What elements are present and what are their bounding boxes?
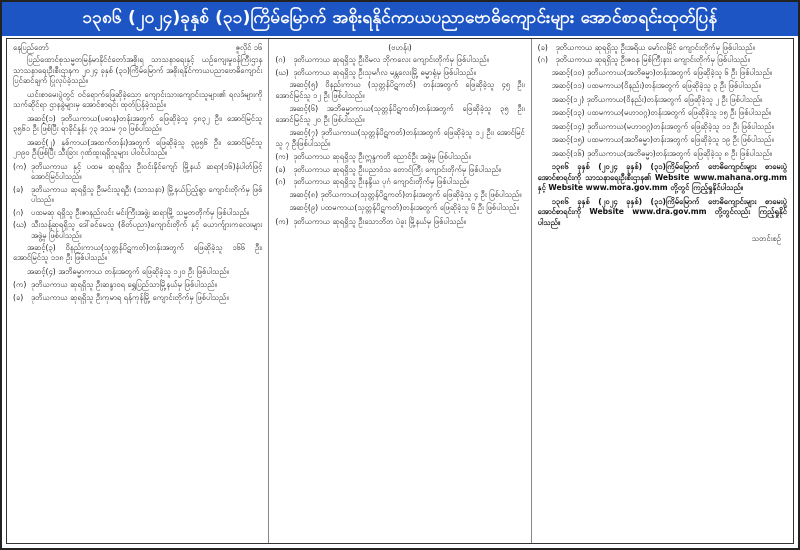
list-text: ပထမဆု ရရှိသူ ဦးဇာနည်လင်း မင်းကြီးအဖွဲ့၊ ဆရာမြို့ သမ္မတတိုက်မှ ဖြစ်ပါသည်။ [31, 207, 250, 217]
paragraph: အဆင့်(၁၂) ဒုတိယကာယ(ဝိနည်း)တန်းအတွက် ဖြေဆိုခဲ့သူ ၂ ဦး ဖြစ်ပါသည်။ [551, 94, 763, 104]
website-notice: ၁၃၈၆ ခုနှစ် (၂၀၂၄ ခုနှစ်) (၃၁)ကြိမ်မြောက် ဗောဓိကျောင်းများ စာမေးပွဲ အောင်စာရင်းကို Website www.dra.gov.mm တို့တွင်လည်း ကြည့်ရှုနိုင်ပါသည်။ [537, 196, 787, 227]
list-text: ဒုတိယကာယ ဆုရရှိသူ ဦးပညာဝံသ တောင်ကြီး ကျောင်းတိုက်မှ ဖြစ်ပါသည်။ [293, 164, 502, 174]
paragraph: အဆင့်(၁၄) ဒုတိယကာယ(မဟာဝဂ္ဂ)တန်းအတွက် ဖြေဆိုခဲ့သူ ၁၁ ဦး ဖြစ်ပါသည်။ [551, 121, 774, 131]
website-notice: ၁၃၈၆ ခုနှစ် (၂၀၂၄ ခုနှစ်) (၃၁)ကြိမ်မြောက် ဗောဓိကျောင်းများ စာမေးပွဲ အောင်စာရင်းကို သာသနာရေးဦးစီးဌာန၏ Website www.mahana.org.mm နှင့် Website www.mora.gov.mm တို့တွင် ကြည့်ရှုနိုင်ပါသည်။ [537, 162, 787, 193]
list-item [275, 55, 524, 65]
list-item [13, 185, 262, 206]
list-number: (ဂ) [275, 55, 286, 65]
list-item [275, 152, 524, 162]
paragraph: အဆင့်(၁၅) ပထမကာယ(အဘိဓမ္မာ)တန်းအတွက် ဖြေဆိုခဲ့သူ ၁၉ ဦး ဖြစ်ပါသည်။ [551, 135, 774, 145]
list-text: ဒုတိယကာယ ဆုရရှိသူ ဦးဝိမလ ဘိုကလေး ကျောင်းတိုက်မှ ဖြစ်ပါသည်။ [293, 55, 489, 65]
paragraph: အဆင့်(၄) အဘိဓမ္မာကာယ တန်းအတွက် ဖြေဆိုခဲ့သူ ၁၂၀ ဦး ဖြစ်ပါသည်။ [27, 266, 229, 276]
list-number: (ဃ) [13, 220, 27, 230]
list-number: (က) [275, 152, 289, 162]
list-text: ဒုတိယကာယ ဆုရရှိသူ ဦးဆန္ဒာဝရ ရွှေပြည်သာမြို့နယ်မှ ဖြစ်ပါသည်။ [31, 280, 217, 290]
column-3 [531, 39, 793, 543]
list-text: ဒုတိယကာယ ဆုရရှိသူ ဦးသုမင်္ဂလ မန္တလေးမြို့ ဓမ္မာရုံမှ ဖြစ်ပါသည်။ [293, 67, 476, 77]
list-item [538, 43, 787, 53]
list-number: (ခ) [13, 292, 24, 302]
list-item [275, 68, 524, 78]
list-number: (က) [13, 280, 27, 290]
paragraph: အဆင့်(၃) ဝိနည်းကာယ(သုတ္တန်ပိဋကတ်)တန်းအတွက် ဖြေဆိုခဲ့သူ ၁၆၆ ဦး၊ အောင်မြင်သူ ၁၁၈ ဦး ဖြစ်ပါသည်။ [13, 242, 263, 263]
list-item [275, 217, 524, 227]
list-item [275, 165, 524, 175]
dateline-date: ဇူလိုင် ၁၆ [235, 43, 263, 52]
headline-title: ၁၃၈၆ (၂၀၂၄)ခုနှစ် (၃၁)ကြိမ်မြောက် အစိုးရနိုင်ကာယပညာဗောဓိကျောင်းများ အောင်စာရင်းထုတ်ပြန် [82, 7, 718, 28]
column-1 [7, 39, 268, 543]
list-number: (ဃ) [275, 67, 289, 77]
paragraph: အဆင့်(၂) နှစ်ကာယ(အထက်တန်း)အတွက် ဖြေဆိုခဲ့သူ ၃၉၅၆ ဦး၊ အောင်မြင်သူ ၂၁၉၀ ဦးဖြစ်ပြီး သီးခြား ဂုဏ်ထူးရရှိသူများ ပါဝင်ပါသည်။ [13, 137, 263, 158]
list-item [13, 220, 262, 241]
list-text: ဒုတိယကာယ ဆုရရှိသူ ဦးကုမာရ ရန်ကုန်မြို့ ကျောင်းတိုက်မှ ဖြစ်ပါသည်။ [31, 292, 229, 302]
list-item [13, 162, 262, 183]
dateline-place: နေပြည်တော် [13, 43, 49, 52]
byline: သတင်းစဉ် [751, 234, 781, 244]
headline-banner [2, 2, 798, 36]
paragraph: အဆင့်(၉) ပထမကာယ(သုတ္တန်ပိဋကတ်)တန်းအတွက် ဖြေဆိုခဲ့သူ ၆ ဦး ဖြစ်ပါသည်။ [289, 203, 519, 213]
list-number: (က) [275, 216, 289, 226]
list-text: ဒုတိယကာယ ဆုရရှိသူ ဦးနန္ဒိယ ပုဂံ ကျောင်းတိုက်မှ ဖြစ်ပါသည်။ [293, 177, 470, 187]
paragraph: အဆင့်(၁၃) ပထမကာယ(မဟာဝဂ္ဂ)တန်းအတွက် ဖြေဆိုခဲ့သူ ၁၅ ဦး ဖြစ်ပါသည်။ [551, 108, 772, 118]
list-number: (က) [13, 161, 27, 171]
paragraph: အဆင့်(၁) ဒုတိယကာယ(ပဓာန)တန်းအတွက် ဖြေဆိုခဲ့သူ ၄၈၃၂ ဦး၊ အောင်မြင်သူ ၃၅၆၁ ဦး ဖြစ်ပြီး ရာခိုင်နှုန်း ၇၃ ဒသမ ၇၀ ဖြစ်ပါသည်။ [13, 113, 263, 134]
paragraph: အဆင့်(၈) ဒုတိယကာယ(သုတ္တန်ပိဋကတ်)တန်းအတွက် ဖြေဆိုခဲ့သူ ၄ ဦး ဖြစ်ပါသည်။ [289, 189, 522, 199]
list-number: (ဂ) [537, 55, 548, 65]
list-text: ဒုတိယကာယ ဆုရရှိသူ ဦးဣန္ဒကတိ ညောင်ဦး အဖွဲ့မှ ဖြစ်ပါသည်။ [293, 152, 471, 162]
paragraph: အဆင့်(၁၁) ပထမကာယ(ဝိနည်း)တန်းအတွက် ဖြေဆိုခဲ့သူ ၃ ဦး ဖြစ်ပါသည်။ [551, 81, 761, 91]
list-number: (ဂ) [275, 177, 286, 187]
dateline [13, 43, 262, 53]
list-text: သီးသန့်ဆုရရှိသူ ဒေါ်ခင်မေသူ (စိတ်ပညာ)ကျောင်းတိုက် နှင့် ယောက်ျားကလေးများ အဖွဲ့မှ ဖြစ်ပါသည်။ [31, 220, 263, 240]
list-text: ဒုတိယကာယ ဆုရရှိသူ ဦးဇဝန မြစ်ကြီးနား ကျောင်းတိုက်မှ ဖြစ်ပါသည်။ [555, 55, 750, 65]
paragraph: အဆင့်(၇) ဒုတိယကာယ(သုတ္တန်ပိဋကတ်)တန်းအတွက် ဖြေဆိုခဲ့သူ ၁၂ ဦး၊ အောင်မြင်သူ ၇ ဦးဖြစ်ပါသည်။ [275, 128, 525, 148]
list-text: ဒုတိယကာယ ဆုရရှိသူ ဦးမင်းသူရဦး (သာသနာ) မြို့နယ်ပြည့်ရွာ ကျောင်းတိုက်မှ ဖြစ်ပါသည်။ [31, 184, 263, 205]
paragraph: အဆင့်(၆) အဘိဓမ္မာကာယ(သုတ္တန်ပိဋကတ်)တန်းအတွက် ဖြေဆိုခဲ့သူ ၃၅ ဦး၊ အောင်မြင်သူ ၂၀ ဦး ဖြစ်ပါသည်။ [275, 104, 525, 124]
paragraph: ယင်းစာမေးပွဲတွင် ဝင်ရောက်ဖြေဆိုခဲ့သော ကျောင်းသားကျောင်းသူများ၏ ရလဒ်များကို သက်ဆိုင်ရာ ဌာနခွဲများမှ အောင်စာရင်း ထုတ်ပြန်ခဲ့သည်။ [13, 89, 263, 110]
list-text: ဒုတိယကာယ နှင့် ပထမ ဆုရရှိသူ ဦးဝင်းနိုင်ကျော် မြို့နယ် ဆရာ(၁၆)နံပါတ်ဖြင့် အောင်မြင်ပါသည်။ [31, 161, 263, 182]
paragraph: အဆင့်(၁၆) ဒုတိယကာယ(အဘိဓမ္မာ)တန်းအတွက် ဖြေဆိုခဲ့သူ ၈ ဦး ဖြစ်ပါသည်။ [551, 148, 773, 158]
list-text: ဒုတိယကာယ ဆုရရှိသူ ဦးအရိယ မော်လမြိုင် ကျောင်းတိုက်မှ ဖြစ်ပါသည်။ [555, 43, 755, 52]
list-item [13, 293, 262, 303]
list-number: (ခ) [275, 164, 286, 174]
list-number: (ခ) [13, 184, 24, 194]
column-2 [268, 39, 530, 543]
list-number: (ဂ) [13, 207, 24, 217]
paragraph: ပြည်ထောင်စုသမ္မတမြန်မာနိုင်ငံတော်အစိုးရ သာသနာရေးနှင့် ယဉ်ကျေးမှုဝန်ကြီးဌာန သာသနာရေးဦးစီးဌာနက ၂၀၂၄ ခုနှစ် (၃၁)ကြိမ်မြောက် အစိုးရနိုင်ကာယပညာဗောဓိကျောင်း ပြင်ဆင်ချက် ပြုလုပ်ခဲ့သည်။ [13, 55, 263, 86]
paragraph: အဆင့်(၅) ဝိနည်းကာယ (သုတ္တန်ပိဋကတ်) တန်းအတွက် ဖြေဆိုခဲ့သူ ၄၅ ဦး၊ အောင်မြင်သူ ၁၂ ဦး ဖြစ်ပါသည်။ [275, 80, 525, 100]
list-item [13, 280, 262, 290]
list-item [13, 208, 262, 218]
paragraph: အဆင့်(၁၀) ဒုတိယကာယ(အဘိဓမ္မာ)တန်းအတွက် ဖြေဆိုခဲ့သူ ၆ ဦး ဖြစ်ပါသည်။ [551, 67, 773, 77]
article-body [6, 38, 794, 544]
list-item [538, 55, 787, 65]
list-number: (ခ) [537, 43, 548, 52]
section-label: (ဗဟန်း) [388, 43, 412, 52]
list-item [275, 177, 524, 187]
list-text: ဒုတိယကာယ ဆုရရှိသူ ဦးသောဘိတ ပဲခူး မြို့နယ်မှ ဖြစ်ပါသည်။ [293, 216, 467, 226]
